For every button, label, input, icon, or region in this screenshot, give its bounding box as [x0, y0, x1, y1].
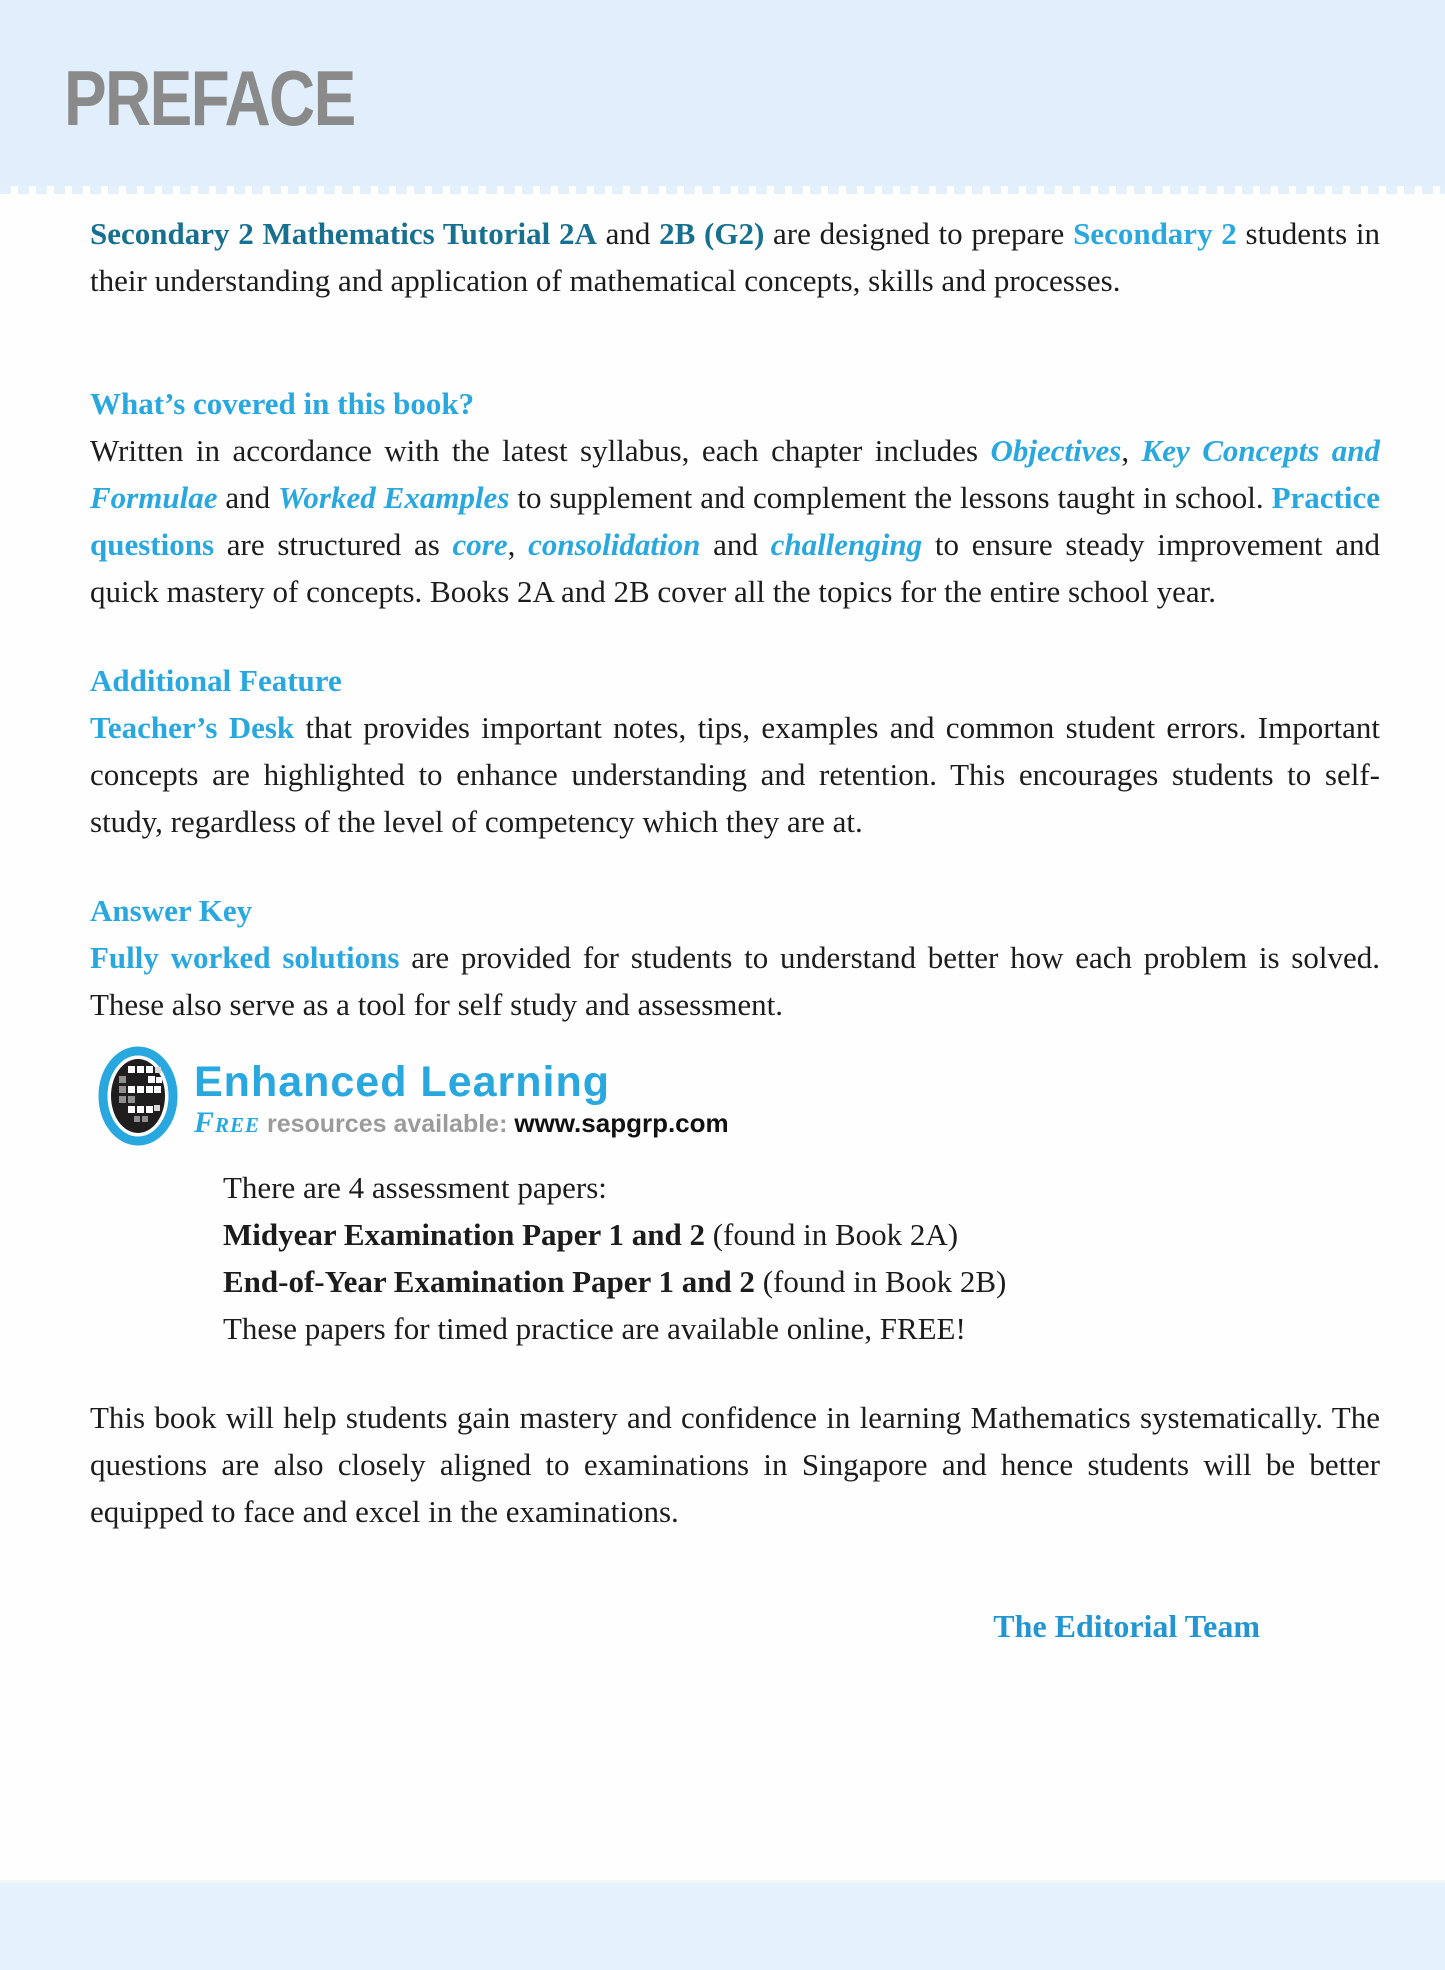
assessment-line: End-of-Year Examination Paper 1 and 2 (found in Book 2B) — [223, 1264, 1007, 1299]
section-body-whats-covered: Written in accordance with the latest syllabus, each chapter includes Objectives, Key Concepts and Formulae and Worked Examples to supplement and complement the lessons taught in school. Practice questions are structured as core, consolidation and challenging to ensure steady improvement and quick mastery of concepts. Books 2A and 2B cover all the topics for the entire school year. — [90, 433, 1381, 609]
section-heading-answer-key: Answer Key — [90, 893, 253, 928]
free-label: Free — [194, 1106, 261, 1139]
enhanced-learning-text — [194, 1046, 729, 1140]
section-body-additional-feature: Teacher’s Desk that provides important notes, tips, examples and common student errors. Important concepts are highlighted to enhance understanding and retention. This encourages students to self-study, regardless of the level of competency which they are at. — [90, 710, 1381, 839]
section-body-answer-key: Fully worked solutions are provided for students to understand better how each problem is solved. These also serve as a tool for self study and assessment. — [90, 940, 1380, 1022]
section-heading-additional-feature: Additional Feature — [90, 663, 342, 698]
resources-label: resources available: — [260, 1110, 515, 1138]
enhanced-learning-logo — [90, 1046, 1380, 1146]
enhanced-learning-subtitle — [194, 1106, 729, 1140]
assessment-line: These papers for timed practice are available online, FREE! — [223, 1311, 966, 1346]
footer-band — [0, 1880, 1445, 1970]
enhanced-learning-icon — [98, 1046, 178, 1146]
assessment-line: Midyear Examination Paper 1 and 2 (found in Book 2A) — [223, 1217, 959, 1252]
section-heading-whats-covered: What’s covered in this book? — [90, 386, 475, 421]
perforation-edge — [0, 186, 1445, 194]
page-title: PREFACE — [64, 54, 355, 142]
header-band — [0, 0, 1445, 186]
intro-paragraph: Secondary 2 Mathematics Tutorial 2A and 2B (G2) are designed to prepare Secondary 2 students in their understanding and application of mathematical concepts, skills and processes. — [90, 216, 1381, 298]
preface-content — [90, 210, 1380, 1650]
assessment-papers-block — [90, 1164, 1380, 1352]
website-url: www.sapgrp.com — [514, 1108, 729, 1138]
assessment-line: There are 4 assessment papers: — [223, 1170, 607, 1205]
enhanced-learning-title: Enhanced Learning — [194, 1058, 611, 1106]
signature-editorial-team: The Editorial Team — [993, 1608, 1260, 1644]
closing-paragraph: This book will help students gain mastery and confidence in learning Mathematics systematically. The questions are also closely aligned to examinations in Singapore and hence students will be better equipped to face and excel in the examinations. — [90, 1400, 1380, 1529]
